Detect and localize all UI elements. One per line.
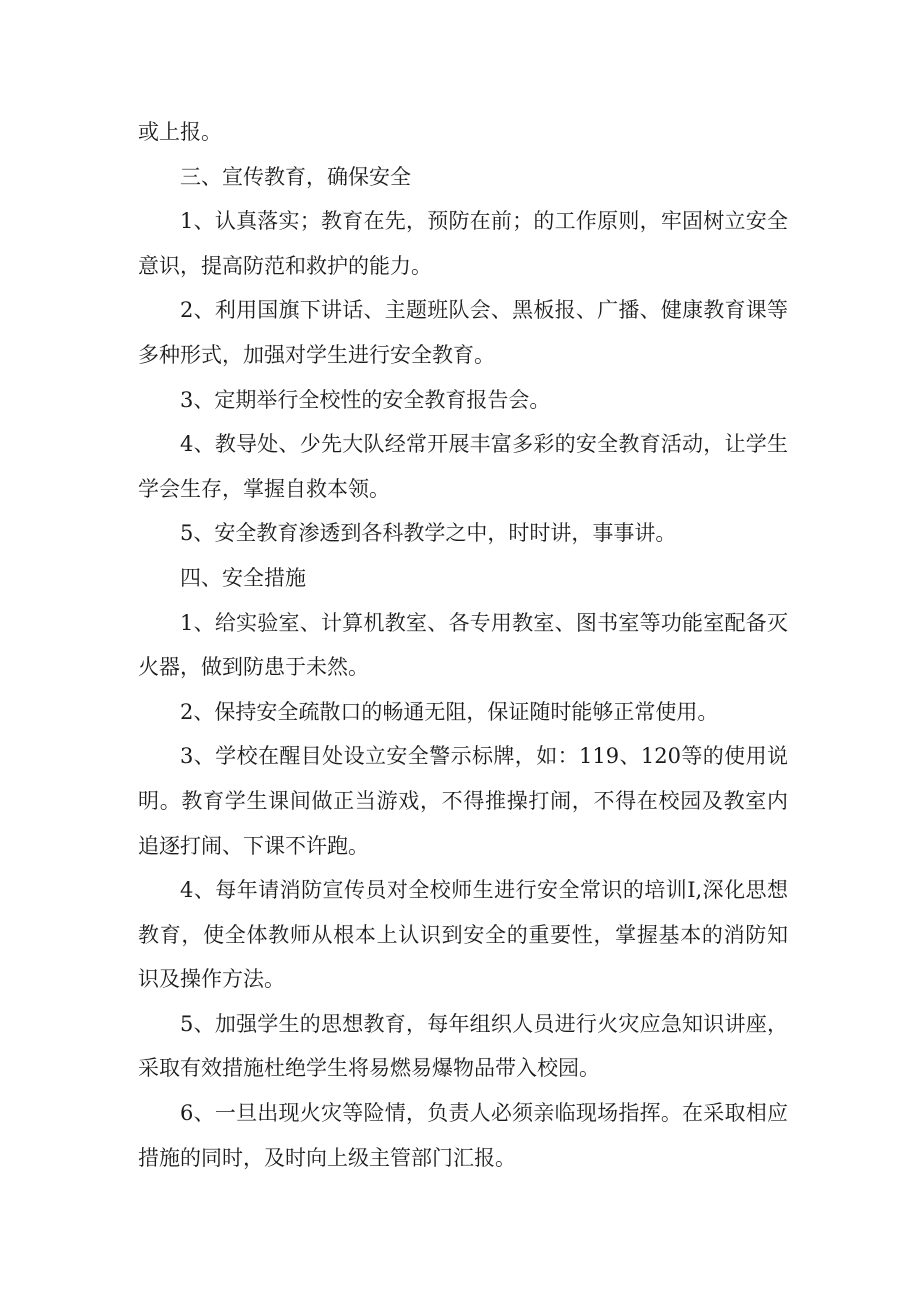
section-heading-measures: 四、安全措施 [180, 565, 306, 590]
paragraph-item: 5、安全教育渗透到各科教学之中，时时讲，事事讲。 [180, 521, 677, 546]
paragraph-item: 2、利用国旗下讲话、主题班队会、黑板报、广播、健康教育课等多种形式，加强对学生进行安全教育。 [138, 298, 788, 367]
section-heading-publicity: 三、宣传教育，确保安全 [180, 164, 411, 189]
paragraph-item: 5、加强学生的思想教育，每年组织人员进行火灾应急知识讲座，采取有效措施杜绝学生将易燃易爆物品带入校园。 [138, 1011, 788, 1081]
document-page [138, 110, 788, 1180]
paragraph-item: 2、保持安全疏散口的畅通无阻，保证随时能够正常使用。 [180, 699, 719, 724]
paragraph-item: 3、学校在醒目处设立安全警示标牌，如：119、120等的使用说明。教育学生课间做正当游戏，不得推操打闹，不得在校园及教室内追逐打闹、下课不许跑。 [138, 744, 788, 858]
paragraph-item: 4、教导处、少先大队经常开展丰富多彩的安全教育活动，让学生学会生存，掌握自救本领。 [138, 432, 788, 501]
paragraph-item: 4、每年请消防宣传员对全校师生进行安全常识的培训I,深化思想教育，使全体教师从根本上认识到安全的重要性，掌握基本的消防知识及操作方法。 [138, 878, 788, 992]
paragraph-item: 3、定期举行全校性的安全教育报告会。 [180, 387, 551, 412]
paragraph-item: 1、给实验室、计算机教室、各专用教室、图书室等功能室配备灭火器，做到防患于未然。 [138, 610, 788, 680]
paragraph-item: 6、一旦出现火灾等险情，负责人必须亲临现场指挥。在采取相应措施的同时，及时向上级主管部门汇报。 [138, 1101, 788, 1170]
paragraph-item: 1、认真落实；教育在先，预防在前；的工作原则，牢固树立安全意识，提高防范和救护的能力。 [138, 209, 788, 278]
paragraph-continuation: 或上报。 [138, 120, 222, 144]
